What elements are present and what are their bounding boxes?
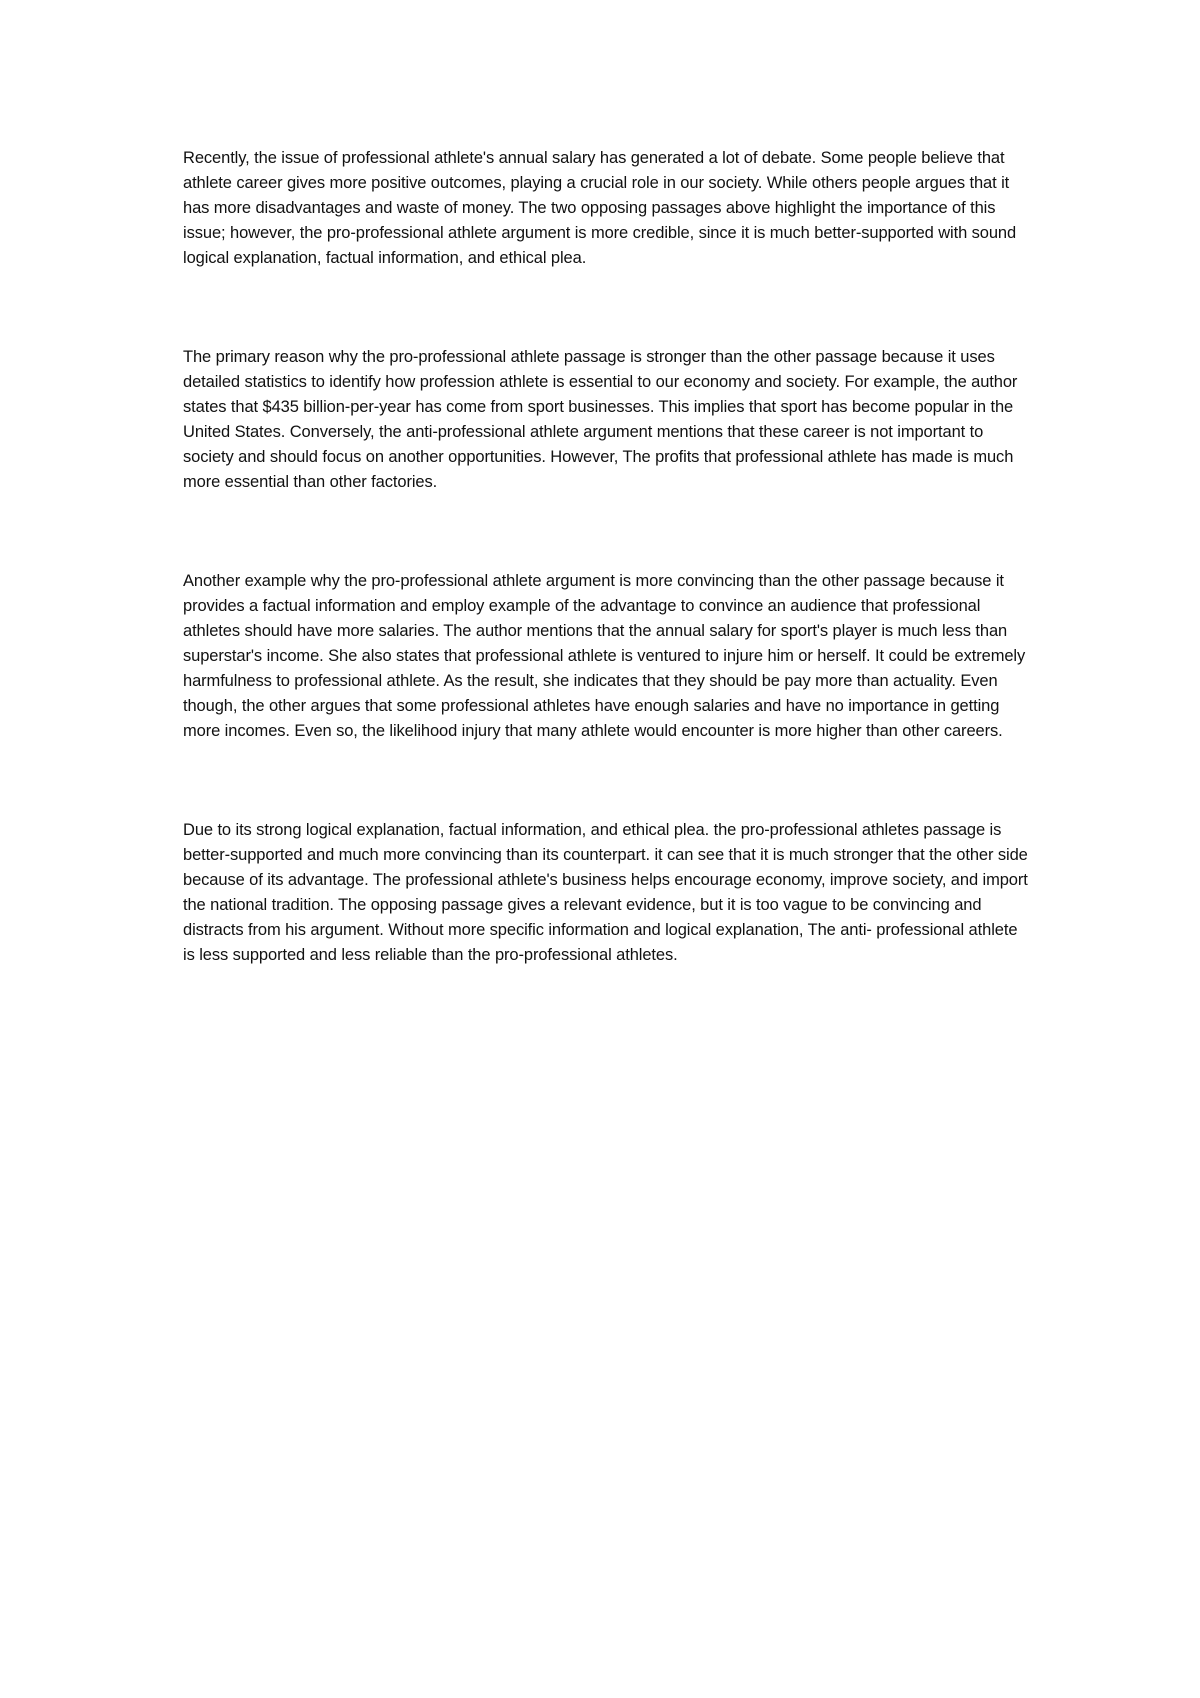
paragraph-statistics: The primary reason why the pro-professional athlete passage is stronger than the other passage because it uses detailed statistics to identify how profession athlete is essential to our economy and society. For example, the author states that $435 billion-per-year has come from sport businesses. This implies that sport has become popular in the United States. Conversely, the anti-professional athlete argument mentions that these career is not important to society and should focus on another opportunities. However, The profits that professional athlete has made is much more essential than other factories.: [183, 348, 1018, 491]
document-body: [183, 146, 1028, 968]
paragraph-conclusion: Due to its strong logical explanation, factual information, and ethical plea. the pro-professional athletes passage is better-supported and much more convincing than its counterpart. it can see that it is much stronger that the other side because of its advantage. The professional athlete's business helps encourage economy, improve society, and import the national tradition. The opposing passage gives a relevant evidence, but it is too vague to be convincing and distracts from his argument. Without more specific information and logical explanation, The anti- professional athlete is less supported and less reliable than the pro-professional athletes.: [183, 821, 1028, 964]
paragraph-intro: Recently, the issue of professional athlete's annual salary has generated a lot of debate. Some people believe that athlete career gives more positive outcomes, playing a crucial role in our society. While others people argues that it has more disadvantages and waste of money. The two opposing passages above highlight the importance of this issue; however, the pro-professional athlete argument is more credible, since it is much better-supported with sound logical explanation, factual information, and ethical plea.: [183, 149, 1017, 267]
paragraph-factual-information: Another example why the pro-professional athlete argument is more convincing than the other passage because it provides a factual information and employ example of the advantage to convince an audience that professional athletes should have more salaries. The author mentions that the annual salary for sport's player is much less than superstar's income. She also states that professional athlete is ventured to injure him or herself. It could be extremely harmfulness to professional athlete. As the result, she indicates that they should be pay more than actuality. Even though, the other argues that some professional athletes have enough salaries and have no importance in getting more incomes. Even so, the likelihood injury that many athlete would encounter is more higher than other careers.: [183, 572, 1026, 740]
